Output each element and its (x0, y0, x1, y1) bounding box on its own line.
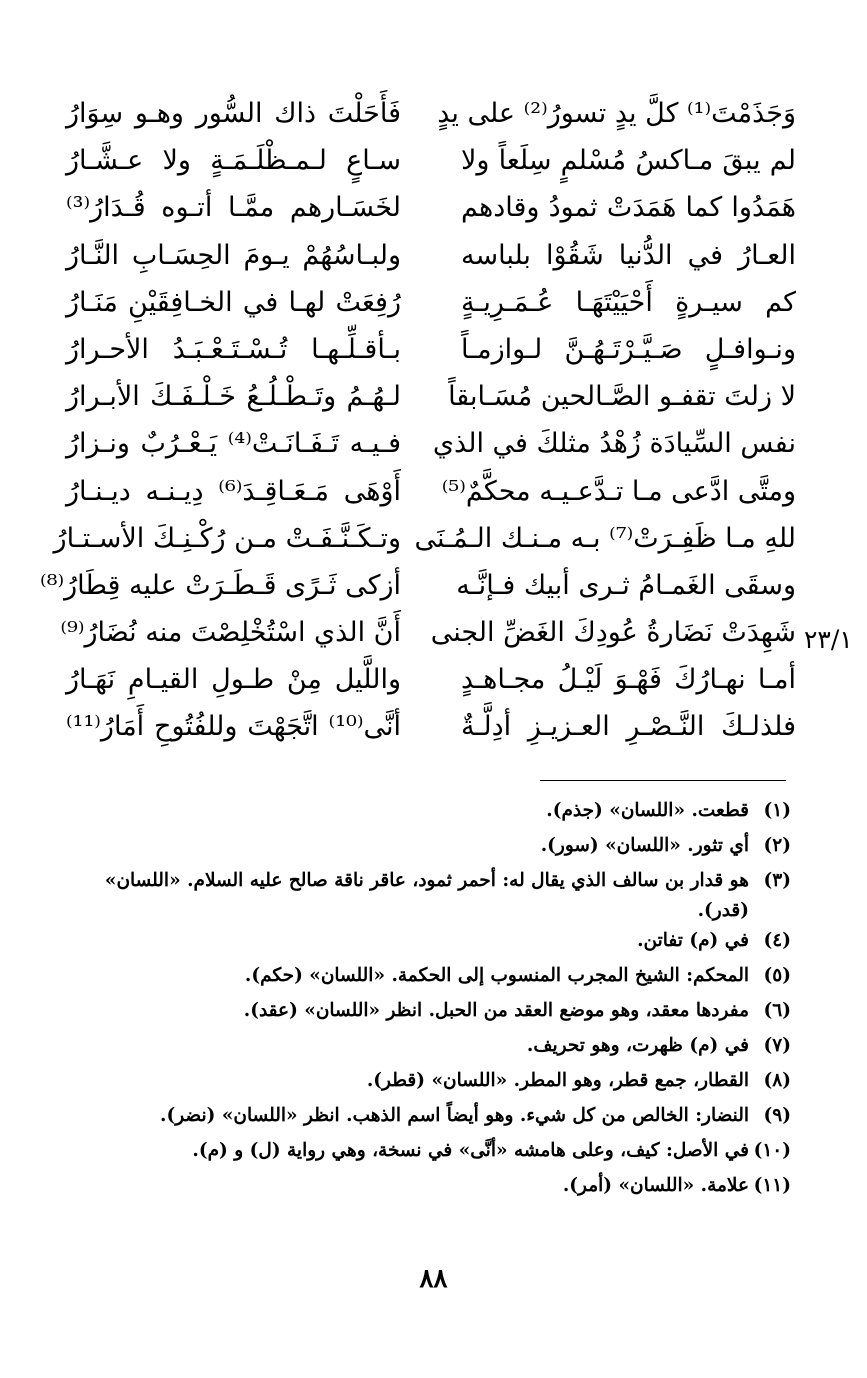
verse-first-hemistich: ونـوافـلٍ صَـيَّـرْتَـهُـنَّ لـوازمـاً (461, 333, 796, 365)
verse-second-hemistich: سـاعٍ لـمـظْلَـمَـةٍ ولا عـشَّـارُ (66, 145, 401, 177)
footnote-text: في الأصل: كيف، وعلى هامشه «أنَّى» في نسخة، وهي رواية (ل) و (م). (192, 1140, 749, 1161)
footnote-number: (١١) (753, 1175, 791, 1196)
verse-second-hemistich: فَأَحَلْتَ ذاك السُّور وهـو سِوَارُ (66, 98, 401, 129)
footnote-number: (١) (763, 800, 791, 821)
footnote-number: (٨) (763, 1070, 791, 1091)
verse-first-hemistich: ومتَّى ادَّعى مـا تـدَّعـيـه محكَّمٌ⁽⁵⁾ (441, 475, 796, 507)
verse (53, 519, 796, 566)
footnote (71, 796, 791, 831)
verse-first-hemistich: شَهِدَتْ نَضَارةُ عُودِكَ الغَضِّ الجنى (430, 617, 796, 649)
footnote-text: هو قدار بن سالف الذي يقال له: أحمر ثمود، عاقر ناقة صالح عليه السلام. «اللسان» (قدر). (104, 870, 749, 921)
verse (66, 141, 796, 188)
verse (66, 236, 796, 283)
verse (40, 566, 796, 613)
verse-first-hemistich: وَجَذَمْتَ⁽¹⁾ كلَّ يدٍ تسورُ⁽²⁾ على يدٍ (437, 98, 796, 129)
verse-second-hemistich: أزكى ثَـرًى قَـطَـرَتْ عليه قِطَارُ⁽⁸⁾ (40, 569, 401, 601)
verse (66, 377, 796, 424)
footnote-text: المحكم: الشيخ المجرب المنسوب إلى الحكمة. «اللسان» (حكم). (244, 965, 749, 986)
footnote (71, 926, 791, 961)
verse-second-hemistich: فـيـه تَـفَـانَـتْ⁽⁴⁾ يَـعْـرُبٌ ونـزارُ (66, 428, 401, 460)
verse-first-hemistich: العـارُ في الدُّنيا شَقُوْا بلباسه (461, 239, 796, 271)
footnote-text: القطار، جمع قطر، وهو المطر. «اللسان» (قطر). (366, 1070, 749, 1091)
footnote-number: (١٠) (753, 1140, 791, 1161)
verse (66, 424, 796, 471)
footnote-number: (٥) (763, 965, 791, 986)
footnote-text: النضار: الخالص من كل شيء. وهو أيضاً اسم الذهب. انظر «اللسان» (نضر). (160, 1105, 749, 1126)
verse-second-hemistich: أَوْهَى مَـعَـاقِـدَ⁽⁶⁾ دِيـنـه ديـنـارُ (66, 475, 401, 507)
footnote-number: (٧) (763, 1035, 791, 1056)
verse-second-hemistich: لخَسَـارهم ممَّـا أتـوه قُـدَارُ⁽³⁾ (66, 192, 401, 224)
verse-second-hemistich: رُفِعَتْ لهـا في الخـافِقَيْنِ مَنَـارُ (66, 286, 401, 318)
verse (60, 613, 796, 660)
verse-second-hemistich: ولبـاسُهُمْ يـومَ الحِسَـابِ النَّـارُ (66, 239, 401, 271)
footnotes (71, 796, 791, 1206)
verse-second-hemistich: بـأقـلِّـهـا تُـسْـتَـعْـبَـدُ الأحـرارُ (66, 333, 401, 365)
footnote-number: (٩) (763, 1105, 791, 1126)
footnote-number: (٢) (763, 835, 791, 856)
footnote-text: أي تثور. «اللسان» (سور). (540, 835, 749, 856)
verse-second-hemistich: أَنَّ الذي اسْتُخْلِصْتَ منه نُضَارُ⁽⁹⁾ (60, 617, 401, 649)
footnote-number: (٣) (763, 870, 791, 891)
footnote (71, 1171, 791, 1206)
footnote (71, 1031, 791, 1066)
verse-first-hemistich: لا زلتَ تقفـو الصَّـالحين مُسَـابقاً (448, 381, 796, 413)
verse-first-hemistich: فلذلـكَ النَّـصْـرِ العـزيـزِ أدِلَّـةٌ (461, 711, 796, 743)
verse (66, 188, 796, 235)
verse-second-hemistich: لـهُـمُ وتَـطْـلُـعُ خَـلْـفَـكَ الأبـرارُ (66, 381, 401, 413)
margin-reference: ٢٣/١ (804, 625, 853, 654)
footnote-text: علامة. «اللسان» (أمر). (562, 1175, 749, 1196)
footnote-text: قطعت. «اللسان» (جذم). (546, 800, 749, 821)
verse-first-hemistich: نفس السِّيادَة زُهْدُ مثلكَ في الذي (432, 428, 796, 460)
footnote-number: (٦) (763, 1000, 791, 1021)
verse-second-hemistich: وتـكَـنَّـفَـتْ مـن رُكْـنِـكَ الأسـتـارُ (53, 522, 401, 554)
footnote (71, 866, 791, 926)
footnote (71, 1066, 791, 1101)
verse-first-hemistich: للهِ مـا ظَفِـرَتْ⁽⁷⁾ بـه مـنـك الـمُـنَى (414, 522, 796, 554)
verse (66, 94, 796, 141)
footnote-text: في (م) تفاتن. (637, 930, 749, 951)
verse (66, 707, 796, 754)
verse (66, 472, 796, 519)
verse-second-hemistich: واللَّيل مِنْ طـولِ القيـامِ نَهَـارُ (66, 664, 401, 696)
verse-first-hemistich: لم يبقَ مـاكسُ مُسْلمٍ سِلَعاً ولا (461, 145, 796, 177)
verse-first-hemistich: وسقَى الغَمـامُ ثـرى أبيك فـإنَّـه (456, 569, 796, 601)
footnote-text: في (م) ظهرت، وهو تحريف. (526, 1035, 749, 1056)
verse-first-hemistich: أمـا نهـارُكَ فَهْـوَ لَيْـلُ مجـاهـدٍ (461, 664, 796, 696)
footnote-divider (540, 780, 786, 781)
footnote (71, 996, 791, 1031)
page-number: ٨٨ (419, 1264, 448, 1294)
footnote (71, 831, 791, 866)
verse-first-hemistich: هَمَدُوا كما هَمَدَتْ ثمودُ وقادهم (461, 192, 796, 224)
verse-second-hemistich: أنَّى⁽¹⁰⁾ اتَّجَهْتَ وللفُتُوحِ أَمَارُ⁽¹¹⁾ (66, 711, 401, 743)
footnote (71, 1136, 791, 1171)
footnote (71, 1101, 791, 1136)
footnote (71, 961, 791, 996)
footnote-text: مفردها معقد، وهو موضع العقد من الحبل. انظر «اللسان» (عقد). (243, 1000, 749, 1021)
verse (66, 660, 796, 707)
verse (66, 330, 796, 377)
verse (66, 283, 796, 330)
verse-first-hemistich: كم سيـرةٍ أَحْيَيْتَهَـا عُـمَـرِيـةٍ (461, 286, 796, 318)
poem (40, 94, 796, 755)
footnote-number: (٤) (763, 930, 791, 951)
